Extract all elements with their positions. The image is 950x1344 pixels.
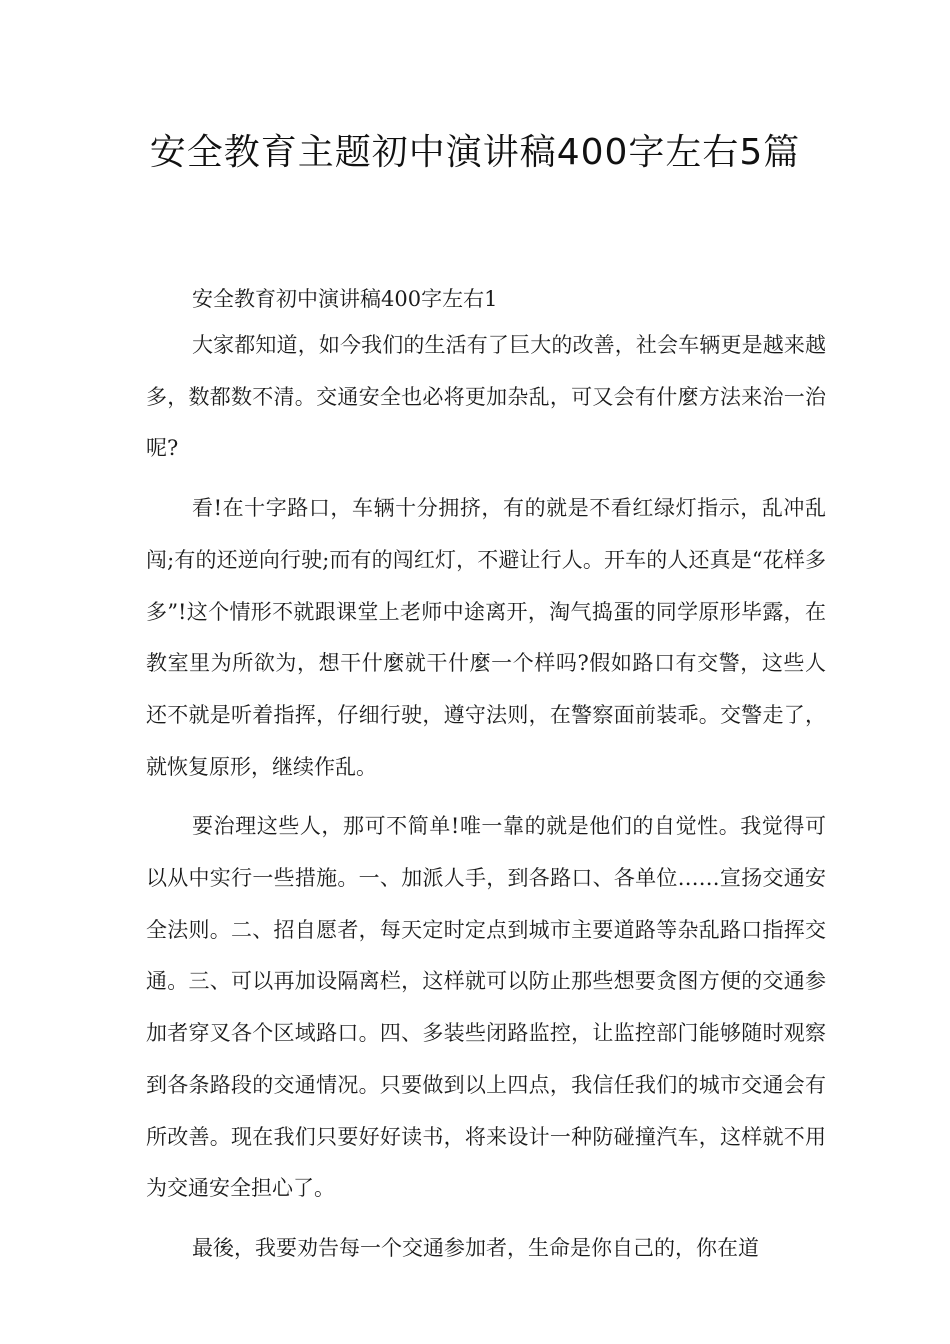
document-body [146, 284, 826, 1283]
paragraph-2: 看!在十字路口，车辆十分拥挤，有的就是不看红绿灯指示，乱冲乱闯;有的还逆向行驶;而有的闯红灯，不避让行人。开车的人还真是“花样多多”!这个情形不就跟课堂上老师中途离开，淘气捣蛋的同学原形毕露，在教室里为所欲为，想干什麼就干什麼一个样吗?假如路口有交警，这些人还不就是听着指挥，仔细行驶，遵守法则，在警察面前装乖。交警走了，就恢复原形，继续作乱。 [146, 496, 826, 779]
paragraph-3: 要治理这些人，那可不简单!唯一靠的就是他们的自觉性。我觉得可以从中实行一些措施。一、加派人手，到各路口、各单位……宣扬交通安全法则。二、招自愿者，每天定时定点到城市主要道路等杂乱路口指挥交通。三、可以再加设隔离栏，这样就可以防止那些想要贪图方便的交通参加者穿叉各个区域路口。四、多装些闭路监控，让监控部门能够随时观察到各条路段的交通情况。只要做到以上四点，我信任我们的城市交通会有所改善。现在我们只要好好读书，将来设计一种防碰撞汽车，这样就不用为交通安全担心了。 [146, 814, 826, 1201]
section-heading: 安全教育初中演讲稿400字左右1 [192, 287, 498, 311]
paragraph-1: 大家都知道，如今我们的生活有了巨大的改善，社会车辆更是越来越多，数都数不清。交通安全也必将更加杂乱，可又会有什麼方法来治一治呢? [146, 333, 826, 461]
document-title: 安全教育主题初中演讲稿400字左右5篇 [149, 132, 801, 173]
paragraph-4: 最後，我要劝告每一个交通参加者，生命是你自己的，你在道 [192, 1235, 759, 1260]
